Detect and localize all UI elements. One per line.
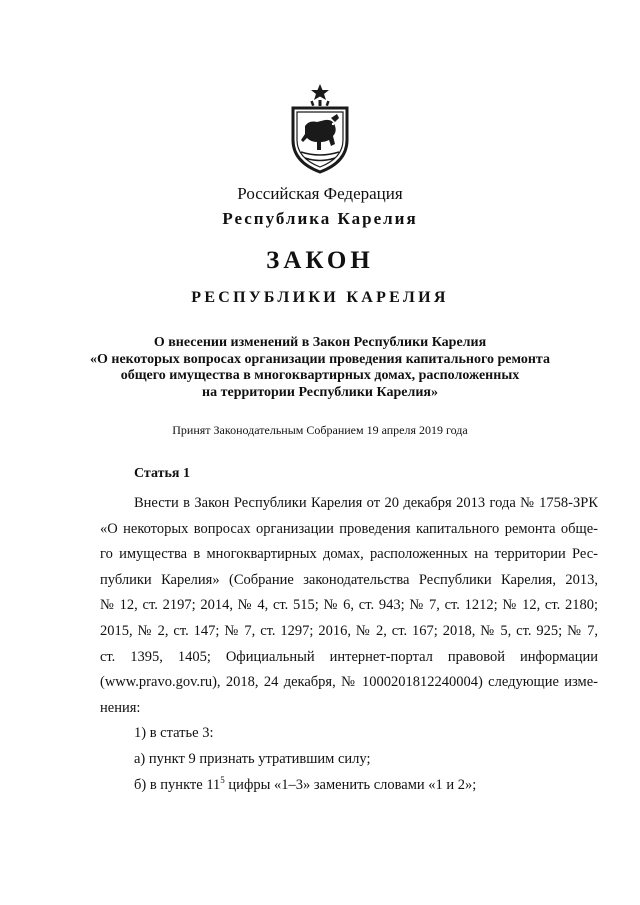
adoption-note: Принят Законодательным Собранием 19 апреля 2019 года [172,423,468,437]
paragraph-line: № 12, ст. 2197; 2014, № 4, ст. 515; № 6, ст. 943; № 7, ст. 1212; № 12, ст. 2180; [100,597,598,614]
law-subject [60,335,580,401]
paragraph-line: Внести в Закон Республики Карелия от 20 декабря 2013 года № 1758-ЗРК [134,495,598,511]
law-subtitle: РЕСПУБЛИКИ КАРЕЛИЯ [191,289,449,306]
karelia-coat-of-arms-icon [287,82,353,174]
paragraph-line: ст. 1395, 1405; Официальный интернет-портал правовой информации [100,648,598,665]
paragraph-line: го имущества в многоквартирных домах, расположенных на территории Рес- [100,546,598,563]
paragraph-line: нения: [100,699,141,716]
list-item: 1) в статье 3: [134,725,214,742]
article-body [100,491,598,798]
paragraph-line: «О некоторых вопросах организации проведения капитального ремонта обще- [100,520,598,537]
paragraph-line: (www.pravo.gov.ru), 2018, 24 декабря, № 1000201812240004) следующие изме- [100,674,598,691]
subject-line: «О некоторых вопросах организации проведения капитального ремонта [90,351,550,367]
list-item: а) пункт 9 признать утратившим силу; [134,750,371,767]
paragraph-line: 2015, № 2, ст. 147; № 7, ст. 1297; 2016, № 2, ст. 167; 2018, № 5, ст. 925; № 7, [100,622,598,639]
paragraph-line: публики Карелия» (Собрание законодательства Республики Карелия, 2013, [100,571,598,588]
country-name: Российская Федерация [237,184,403,203]
subject-line: на территории Республики Карелия» [202,384,438,400]
list-item [100,773,598,799]
article-heading: Статья 1 [134,466,190,481]
item-b-superscript: 5 [220,774,225,785]
republic-name: Республика Карелия [222,209,418,228]
item-b-text-rest: цифры «1–3» заменить словами «1 и 2»; [224,776,477,793]
law-title: ЗАКОН [266,247,374,274]
subject-line: общего имущества в многоквартирных домах, расположенных [120,368,520,383]
item-b-text: б) в пункте 11 [134,776,221,793]
subject-line: О внесении изменений в Закон Республики Карелия [153,335,487,350]
